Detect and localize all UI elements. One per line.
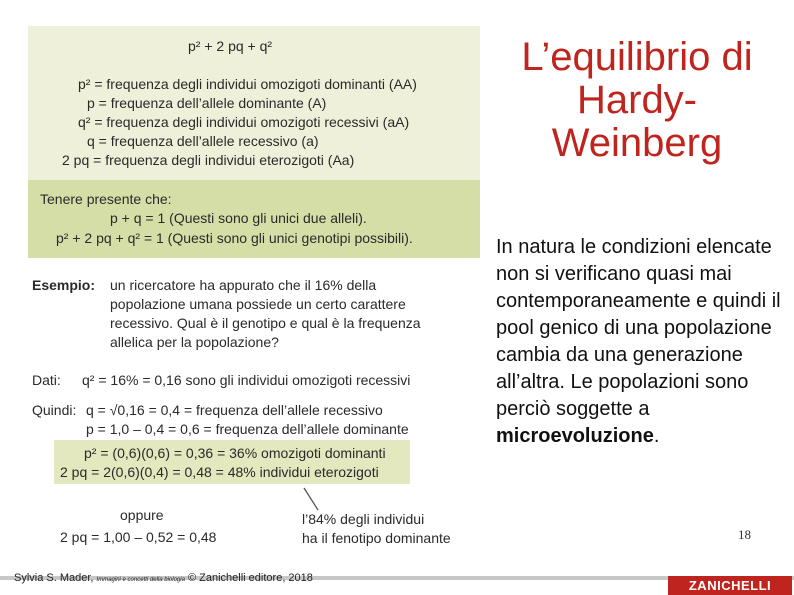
credit-author: Sylvia S. Mader, [14, 572, 97, 584]
credit-line [14, 572, 313, 584]
credit-publisher: © Zanichelli editore, 2018 [188, 572, 313, 584]
note-line-1: p + q = 1 (Questi sono gli unici due alleli). [110, 210, 367, 226]
oppure-label: oppure [120, 507, 164, 523]
oppure-line: 2 pq = 1,00 – 0,52 = 0,48 [60, 529, 217, 545]
then-line-1: q = √0,16 = 0,4 = frequenza dell’allele recessivo [86, 402, 383, 418]
example-line-2: popolazione umana possiede un certo carattere [110, 296, 406, 312]
note-line-2: p² + 2 pq + q² = 1 (Questi sono gli unici genotipi possibili). [56, 230, 413, 246]
example-line-4: allelica per la popolazione? [110, 334, 279, 350]
data-line: q² = 16% = 0,16 sono gli individui omozigoti recessivi [82, 372, 411, 388]
definition-1: p² = frequenza degli individui omozigoti dominanti (AA) [78, 76, 417, 92]
slide-title: L’equilibrio di Hardy-Weinberg [521, 35, 753, 165]
definition-2: p = frequenza dell’allele dominante (A) [87, 95, 327, 111]
phenotype-line-1: l’84% degli individui [302, 511, 425, 527]
then-line-2: p = 1,0 – 0,4 = 0,6 = frequenza dell’allele dominante [86, 421, 409, 437]
then-label: Quindi: [32, 402, 77, 418]
definition-4: q = frequenza dell’allele recessivo (a) [87, 133, 319, 149]
definition-5: 2 pq = frequenza degli individui eterozigoti (Aa) [62, 152, 355, 168]
example-line-3: recessivo. Qual è il genotipo e qual è la frequenza [110, 315, 421, 331]
paragraph-bold: microevoluzione [496, 425, 654, 447]
zanichelli-logo: ZANICHELLI [668, 576, 792, 595]
equation: p² + 2 pq + q² [188, 38, 273, 54]
paragraph-end: . [653, 425, 660, 447]
credit-book: Immagini e concetti della biologia [96, 577, 185, 583]
highlight-line-1: p² = (0,6)(0,6) = 0,36 = 36% omozigoti dominanti [84, 445, 386, 461]
phenotype-line-2: ha il fenotipo dominante [302, 530, 451, 546]
note-title: Tenere presente che: [40, 191, 172, 207]
example-label: Esempio: [32, 277, 96, 293]
pointer-line [300, 486, 324, 512]
highlight-line-2: 2 pq = 2(0,6)(0,4) = 0,48 = 48% individui eterozigoti [60, 464, 379, 480]
example-line-1: un ricercatore ha appurato che il 16% della [110, 277, 377, 293]
page-number: 18 [738, 527, 751, 542]
data-label: Dati: [32, 372, 61, 388]
definition-3: q² = frequenza degli individui omozigoti recessivi (aA) [78, 114, 410, 130]
paragraph-main: In natura le condizioni elencate non si verificano quasi mai contemporaneamente e quindi il pool genico di una popolazione cambia da una generazione all’altra. Le popolazioni sono perciò soggette a [496, 236, 781, 420]
slide-paragraph [496, 234, 788, 450]
